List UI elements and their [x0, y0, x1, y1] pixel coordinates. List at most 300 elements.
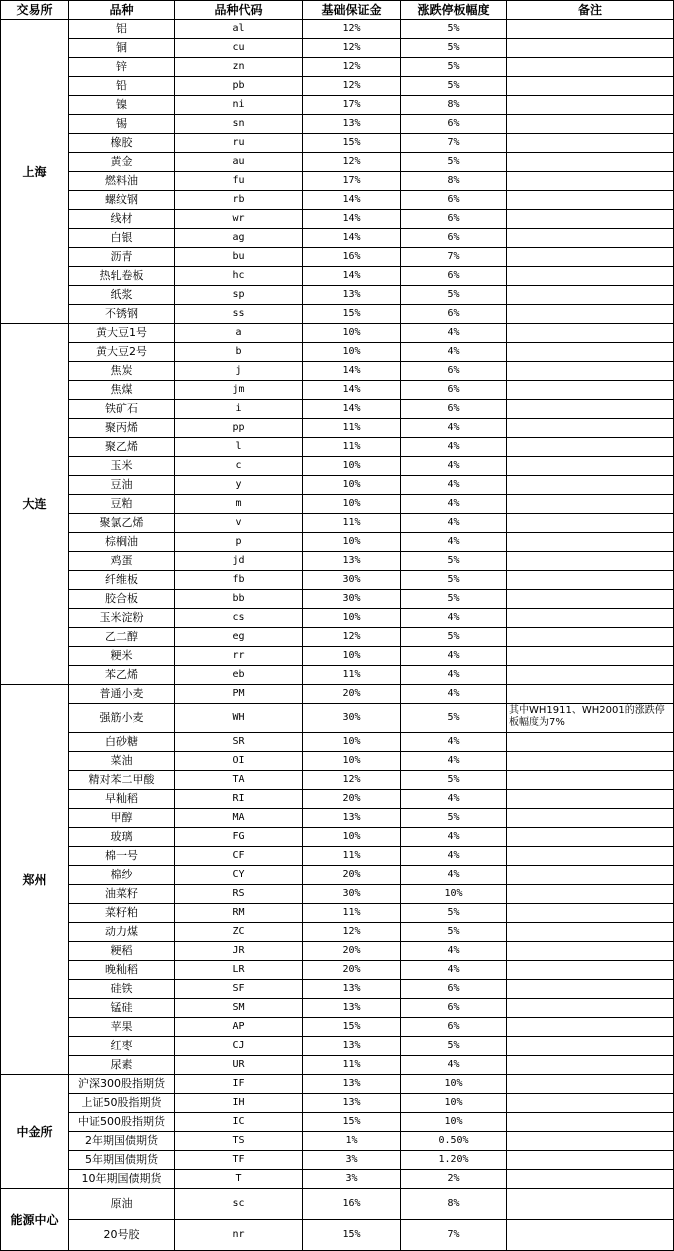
note-cell [507, 362, 674, 381]
price-limit: 6% [401, 191, 507, 210]
note-cell [507, 771, 674, 790]
product-name: 动力煤 [69, 923, 175, 942]
product-name: 5年期国债期货 [69, 1151, 175, 1170]
product-name: 聚氯乙烯 [69, 514, 175, 533]
price-limit: 4% [401, 495, 507, 514]
product-code: a [175, 324, 303, 343]
table-row [1, 286, 674, 305]
note-cell [507, 666, 674, 685]
product-name: 菜油 [69, 752, 175, 771]
base-margin: 11% [303, 419, 401, 438]
product-name: 乙二醇 [69, 628, 175, 647]
product-code: SR [175, 733, 303, 752]
product-name: 甲醇 [69, 809, 175, 828]
table-row [1, 685, 674, 704]
note-cell [507, 980, 674, 999]
table-row [1, 961, 674, 980]
price-limit: 5% [401, 58, 507, 77]
product-code: v [175, 514, 303, 533]
note-cell [507, 961, 674, 980]
product-code: UR [175, 1056, 303, 1075]
table-row [1, 153, 674, 172]
note-cell [507, 248, 674, 267]
price-limit: 4% [401, 419, 507, 438]
base-margin: 12% [303, 923, 401, 942]
note-cell [507, 96, 674, 115]
base-margin: 30% [303, 885, 401, 904]
product-code: RM [175, 904, 303, 923]
note-cell [507, 267, 674, 286]
product-name: 线材 [69, 210, 175, 229]
product-code: fb [175, 571, 303, 590]
price-limit: 4% [401, 666, 507, 685]
product-name: 聚乙烯 [69, 438, 175, 457]
product-name: 尿素 [69, 1056, 175, 1075]
table-row [1, 400, 674, 419]
note-cell [507, 752, 674, 771]
note-cell [507, 77, 674, 96]
product-name: 豆油 [69, 476, 175, 495]
note-cell [507, 1075, 674, 1094]
table-row [1, 1132, 674, 1151]
table-row [1, 1189, 674, 1220]
base-margin: 12% [303, 153, 401, 172]
product-code: eb [175, 666, 303, 685]
base-margin: 13% [303, 115, 401, 134]
product-name: 棉一号 [69, 847, 175, 866]
base-margin: 10% [303, 752, 401, 771]
product-name: 油菜籽 [69, 885, 175, 904]
table-row [1, 704, 674, 733]
price-limit: 4% [401, 828, 507, 847]
table-row [1, 58, 674, 77]
note-cell [507, 1094, 674, 1113]
table-row [1, 514, 674, 533]
table-row [1, 885, 674, 904]
price-limit: 6% [401, 229, 507, 248]
product-name: 铅 [69, 77, 175, 96]
product-code: hc [175, 267, 303, 286]
product-code: jd [175, 552, 303, 571]
product-code: au [175, 153, 303, 172]
base-margin: 30% [303, 571, 401, 590]
note-cell [507, 495, 674, 514]
note-cell [507, 1220, 674, 1251]
product-code: CF [175, 847, 303, 866]
base-margin: 10% [303, 609, 401, 628]
base-margin: 13% [303, 1075, 401, 1094]
product-code: jm [175, 381, 303, 400]
table-row [1, 904, 674, 923]
table-row [1, 609, 674, 628]
price-limit: 8% [401, 96, 507, 115]
product-code: PM [175, 685, 303, 704]
product-code: CJ [175, 1037, 303, 1056]
note-cell [507, 552, 674, 571]
product-name: 沪深300股指期货 [69, 1075, 175, 1094]
product-name: 铜 [69, 39, 175, 58]
note-cell [507, 923, 674, 942]
table-row [1, 248, 674, 267]
product-code: cu [175, 39, 303, 58]
header-row [1, 1, 674, 20]
price-limit: 5% [401, 923, 507, 942]
product-name: 玉米淀粉 [69, 609, 175, 628]
base-margin: 10% [303, 324, 401, 343]
base-margin: 10% [303, 343, 401, 362]
product-name: 黄金 [69, 153, 175, 172]
price-limit: 5% [401, 286, 507, 305]
product-name: 早籼稻 [69, 790, 175, 809]
product-name: 2年期国债期货 [69, 1132, 175, 1151]
base-margin: 10% [303, 647, 401, 666]
exchange-name: 大连 [1, 324, 69, 685]
table-row [1, 96, 674, 115]
table-row [1, 942, 674, 961]
base-margin: 17% [303, 172, 401, 191]
product-name: 棕榈油 [69, 533, 175, 552]
product-code: al [175, 20, 303, 39]
table-row [1, 134, 674, 153]
table-row [1, 115, 674, 134]
product-code: sc [175, 1189, 303, 1220]
price-limit: 4% [401, 514, 507, 533]
product-code: RS [175, 885, 303, 904]
base-margin: 10% [303, 476, 401, 495]
product-code: RI [175, 790, 303, 809]
base-margin: 15% [303, 1220, 401, 1251]
table-row [1, 419, 674, 438]
base-margin: 11% [303, 1056, 401, 1075]
base-margin: 12% [303, 39, 401, 58]
price-limit: 2% [401, 1170, 507, 1189]
product-name: 白银 [69, 229, 175, 248]
note-cell [507, 58, 674, 77]
table-row [1, 438, 674, 457]
price-limit: 4% [401, 1056, 507, 1075]
price-limit: 6% [401, 999, 507, 1018]
table-row [1, 20, 674, 39]
product-code: ss [175, 305, 303, 324]
product-name: 强筋小麦 [69, 704, 175, 733]
header-note: 备注 [507, 1, 674, 20]
note-cell: 其中WH1911、WH2001的涨跌停板幅度为7% [507, 704, 674, 733]
price-limit: 4% [401, 609, 507, 628]
note-cell [507, 847, 674, 866]
product-code: IF [175, 1075, 303, 1094]
price-limit: 7% [401, 248, 507, 267]
note-cell [507, 286, 674, 305]
base-margin: 16% [303, 1189, 401, 1220]
note-cell [507, 229, 674, 248]
note-cell [507, 210, 674, 229]
base-margin: 20% [303, 961, 401, 980]
product-code: MA [175, 809, 303, 828]
product-code: TA [175, 771, 303, 790]
note-cell [507, 134, 674, 153]
price-limit: 8% [401, 1189, 507, 1220]
product-name: 上证50股指期货 [69, 1094, 175, 1113]
table-row [1, 628, 674, 647]
product-code: AP [175, 1018, 303, 1037]
table-row [1, 552, 674, 571]
base-margin: 12% [303, 771, 401, 790]
note-cell [507, 866, 674, 885]
table-row [1, 866, 674, 885]
product-name: 黄大豆1号 [69, 324, 175, 343]
note-cell [507, 685, 674, 704]
table-row [1, 229, 674, 248]
price-limit: 5% [401, 20, 507, 39]
price-limit: 4% [401, 866, 507, 885]
base-margin: 11% [303, 514, 401, 533]
product-code: l [175, 438, 303, 457]
base-margin: 17% [303, 96, 401, 115]
product-code: OI [175, 752, 303, 771]
product-code: y [175, 476, 303, 495]
product-code: ru [175, 134, 303, 153]
table-row [1, 343, 674, 362]
table-row [1, 1113, 674, 1132]
price-limit: 6% [401, 267, 507, 286]
product-name: 精对苯二甲酸 [69, 771, 175, 790]
base-margin: 14% [303, 191, 401, 210]
table-row [1, 305, 674, 324]
product-code: sp [175, 286, 303, 305]
note-cell [507, 457, 674, 476]
note-cell [507, 1151, 674, 1170]
note-cell [507, 1056, 674, 1075]
product-code: zn [175, 58, 303, 77]
price-limit: 4% [401, 476, 507, 495]
product-name: 橡胶 [69, 134, 175, 153]
base-margin: 10% [303, 733, 401, 752]
product-name: 锰硅 [69, 999, 175, 1018]
product-code: pb [175, 77, 303, 96]
price-limit: 4% [401, 752, 507, 771]
price-limit: 6% [401, 305, 507, 324]
note-cell [507, 533, 674, 552]
table-row [1, 39, 674, 58]
note-cell [507, 809, 674, 828]
product-name: 热轧卷板 [69, 267, 175, 286]
base-margin: 12% [303, 58, 401, 77]
table-row [1, 733, 674, 752]
product-name: 豆粕 [69, 495, 175, 514]
table-row [1, 828, 674, 847]
note-cell [507, 324, 674, 343]
product-code: bu [175, 248, 303, 267]
base-margin: 14% [303, 362, 401, 381]
price-limit: 4% [401, 790, 507, 809]
table-row [1, 495, 674, 514]
note-cell [507, 828, 674, 847]
table-row [1, 1075, 674, 1094]
base-margin: 10% [303, 828, 401, 847]
exchange-name: 郑州 [1, 685, 69, 1075]
note-cell [507, 609, 674, 628]
product-code: p [175, 533, 303, 552]
table-row [1, 847, 674, 866]
product-name: 燃料油 [69, 172, 175, 191]
base-margin: 3% [303, 1151, 401, 1170]
base-margin: 13% [303, 1094, 401, 1113]
base-margin: 13% [303, 1037, 401, 1056]
note-cell [507, 647, 674, 666]
table-row [1, 771, 674, 790]
base-margin: 16% [303, 248, 401, 267]
product-code: wr [175, 210, 303, 229]
product-name: 中证500股指期货 [69, 1113, 175, 1132]
product-name: 镍 [69, 96, 175, 115]
base-margin: 20% [303, 942, 401, 961]
product-code: WH [175, 704, 303, 733]
price-limit: 7% [401, 1220, 507, 1251]
product-name: 沥青 [69, 248, 175, 267]
note-cell [507, 628, 674, 647]
table-row [1, 999, 674, 1018]
product-name: 晚籼稻 [69, 961, 175, 980]
product-name: 硅铁 [69, 980, 175, 999]
note-cell [507, 191, 674, 210]
table-row [1, 1056, 674, 1075]
product-name: 棉纱 [69, 866, 175, 885]
product-code: rr [175, 647, 303, 666]
product-name: 鸡蛋 [69, 552, 175, 571]
note-cell [507, 733, 674, 752]
header-code: 品种代码 [175, 1, 303, 20]
product-name: 锌 [69, 58, 175, 77]
header-product: 品种 [69, 1, 175, 20]
price-limit: 10% [401, 1075, 507, 1094]
product-code: eg [175, 628, 303, 647]
price-limit: 0.50% [401, 1132, 507, 1151]
product-code: ni [175, 96, 303, 115]
product-code: sn [175, 115, 303, 134]
product-name: 红枣 [69, 1037, 175, 1056]
note-cell [507, 115, 674, 134]
table-row [1, 324, 674, 343]
table-row [1, 571, 674, 590]
base-margin: 10% [303, 533, 401, 552]
product-code: pp [175, 419, 303, 438]
base-margin: 13% [303, 809, 401, 828]
product-code: rb [175, 191, 303, 210]
header-exchange: 交易所 [1, 1, 69, 20]
product-code: TF [175, 1151, 303, 1170]
table-row [1, 476, 674, 495]
table-row [1, 590, 674, 609]
note-cell [507, 343, 674, 362]
product-name: 白砂糖 [69, 733, 175, 752]
table-row [1, 809, 674, 828]
base-margin: 20% [303, 866, 401, 885]
price-limit: 5% [401, 590, 507, 609]
price-limit: 4% [401, 647, 507, 666]
price-limit: 6% [401, 381, 507, 400]
note-cell [507, 172, 674, 191]
price-limit: 5% [401, 153, 507, 172]
price-limit: 4% [401, 533, 507, 552]
price-limit: 1.20% [401, 1151, 507, 1170]
price-limit: 5% [401, 628, 507, 647]
product-name: 原油 [69, 1189, 175, 1220]
base-margin: 1% [303, 1132, 401, 1151]
base-margin: 11% [303, 666, 401, 685]
table-row [1, 666, 674, 685]
base-margin: 14% [303, 210, 401, 229]
product-code: IC [175, 1113, 303, 1132]
table-row [1, 77, 674, 96]
product-code: nr [175, 1220, 303, 1251]
table-row [1, 647, 674, 666]
base-margin: 14% [303, 267, 401, 286]
base-margin: 11% [303, 904, 401, 923]
product-code: LR [175, 961, 303, 980]
base-margin: 13% [303, 552, 401, 571]
price-limit: 6% [401, 1018, 507, 1037]
table-row [1, 752, 674, 771]
table-row [1, 457, 674, 476]
base-margin: 12% [303, 20, 401, 39]
product-code: IH [175, 1094, 303, 1113]
product-code: fu [175, 172, 303, 191]
product-name: 铝 [69, 20, 175, 39]
base-margin: 13% [303, 999, 401, 1018]
header-margin: 基础保证金 [303, 1, 401, 20]
note-cell [507, 305, 674, 324]
price-limit: 4% [401, 457, 507, 476]
base-margin: 13% [303, 980, 401, 999]
product-name: 粳米 [69, 647, 175, 666]
note-cell [507, 419, 674, 438]
product-name: 玉米 [69, 457, 175, 476]
table-row [1, 267, 674, 286]
price-limit: 5% [401, 704, 507, 733]
table-row [1, 191, 674, 210]
table-body [1, 20, 674, 1251]
note-cell [507, 20, 674, 39]
product-name: 粳稻 [69, 942, 175, 961]
price-limit: 6% [401, 362, 507, 381]
note-cell [507, 1132, 674, 1151]
product-code: m [175, 495, 303, 514]
table-row [1, 533, 674, 552]
price-limit: 5% [401, 809, 507, 828]
product-name: 黄大豆2号 [69, 343, 175, 362]
product-name: 20号胶 [69, 1220, 175, 1251]
base-margin: 10% [303, 457, 401, 476]
table-row [1, 362, 674, 381]
price-limit: 4% [401, 685, 507, 704]
product-code: i [175, 400, 303, 419]
base-margin: 15% [303, 1018, 401, 1037]
product-code: SF [175, 980, 303, 999]
exchange-name: 中金所 [1, 1075, 69, 1189]
product-name: 苹果 [69, 1018, 175, 1037]
price-limit: 5% [401, 571, 507, 590]
note-cell [507, 1189, 674, 1220]
price-limit: 4% [401, 343, 507, 362]
note-cell [507, 39, 674, 58]
price-limit: 5% [401, 771, 507, 790]
product-code: ZC [175, 923, 303, 942]
note-cell [507, 590, 674, 609]
note-cell [507, 400, 674, 419]
note-cell [507, 1018, 674, 1037]
price-limit: 5% [401, 904, 507, 923]
base-margin: 20% [303, 685, 401, 704]
